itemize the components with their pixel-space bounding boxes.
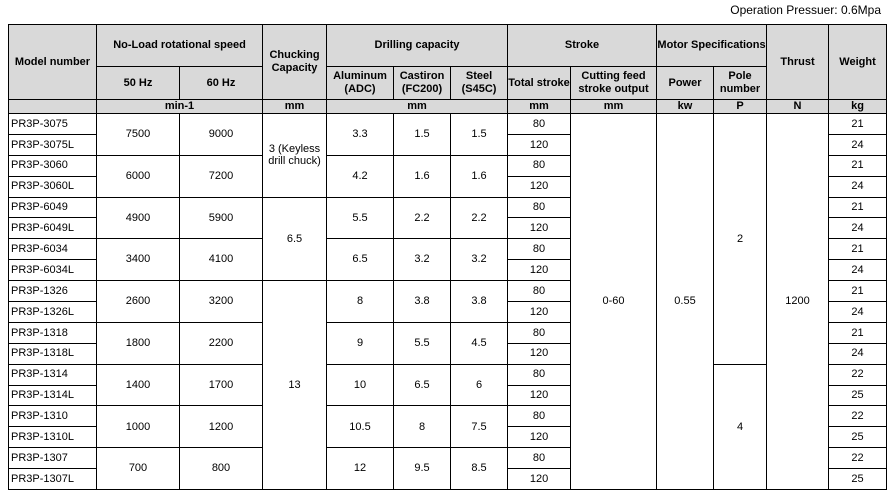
weight-cell: 21 [829,155,887,176]
table-row [9,364,887,385]
total-stroke-cell: 80 [508,364,571,385]
model-number-cell: PR3P-1310L [9,427,97,448]
weight-cell: 22 [829,448,887,469]
header-drilling-capacity: Drilling capacity [327,25,508,67]
operation-pressure-note: Operation Pressuer: 0.6Mpa [730,3,881,17]
speed-60hz-cell: 1700 [180,364,263,406]
unit-total-stroke: mm [508,100,571,114]
castiron-cell: 1.6 [394,155,451,197]
speed-50hz-cell: 3400 [97,239,180,281]
unit-speed: min-1 [97,100,263,114]
model-number-cell: PR3P-1318 [9,322,97,343]
model-number-cell: PR3P-1310 [9,406,97,427]
model-number-cell: PR3P-3060 [9,155,97,176]
total-stroke-cell: 80 [508,281,571,302]
model-number-cell: PR3P-6034 [9,239,97,260]
speed-50hz-cell: 6000 [97,155,180,197]
weight-cell: 21 [829,197,887,218]
steel-cell: 6 [451,364,508,406]
total-stroke-cell: 80 [508,322,571,343]
header-thrust: Thrust [767,25,829,100]
model-number-cell: PR3P-1326 [9,281,97,302]
steel-cell: 1.5 [451,114,508,156]
header-total-stroke: Total stroke [508,67,571,100]
speed-60hz-cell: 7200 [180,155,263,197]
castiron-cell: 1.5 [394,114,451,156]
model-number-cell: PR3P-3075L [9,134,97,155]
header-60hz: 60 Hz [180,67,263,100]
total-stroke-cell: 120 [508,302,571,323]
chucking-capacity-cell: 6.5 [263,197,327,281]
header-cutting-feed: Cutting feed stroke output [571,67,657,100]
unit-blank [9,100,97,114]
spec-table [8,24,887,490]
aluminum-cell: 6.5 [327,239,394,281]
weight-cell: 24 [829,260,887,281]
header-steel: Steel (S45C) [451,67,508,100]
speed-50hz-cell: 1000 [97,406,180,448]
weight-cell: 24 [829,176,887,197]
weight-cell: 24 [829,134,887,155]
model-number-cell: PR3P-3075 [9,114,97,135]
speed-50hz-cell: 2600 [97,281,180,323]
unit-weight: kg [829,100,887,114]
speed-60hz-cell: 2200 [180,322,263,364]
speed-60hz-cell: 9000 [180,114,263,156]
weight-cell: 25 [829,469,887,490]
total-stroke-cell: 80 [508,114,571,135]
weight-cell: 22 [829,364,887,385]
steel-cell: 4.5 [451,322,508,364]
unit-drilling: mm [327,100,508,114]
header-castiron: Castiron (FC200) [394,67,451,100]
aluminum-cell: 9 [327,322,394,364]
weight-cell: 24 [829,302,887,323]
unit-pole: P [714,100,767,114]
chucking-capacity-cell: 3 (Keyless drill chuck) [263,114,327,198]
unit-chucking: mm [263,100,327,114]
speed-60hz-cell: 4100 [180,239,263,281]
castiron-cell: 5.5 [394,322,451,364]
total-stroke-cell: 80 [508,155,571,176]
speed-60hz-cell: 5900 [180,197,263,239]
aluminum-cell: 4.2 [327,155,394,197]
total-stroke-cell: 80 [508,239,571,260]
weight-cell: 24 [829,218,887,239]
speed-50hz-cell: 1800 [97,322,180,364]
model-number-cell: PR3P-1318L [9,343,97,364]
weight-cell: 21 [829,322,887,343]
castiron-cell: 2.2 [394,197,451,239]
pole-number-cell: 4 [714,364,767,489]
aluminum-cell: 10 [327,364,394,406]
weight-cell: 21 [829,114,887,135]
header-weight: Weight [829,25,887,100]
aluminum-cell: 12 [327,448,394,490]
weight-cell: 22 [829,406,887,427]
pole-number-cell: 2 [714,114,767,365]
weight-cell: 25 [829,385,887,406]
castiron-cell: 3.8 [394,281,451,323]
total-stroke-cell: 120 [508,427,571,448]
speed-60hz-cell: 1200 [180,406,263,448]
model-number-cell: PR3P-3060L [9,176,97,197]
unit-power: kw [657,100,714,114]
model-number-cell: PR3P-6034L [9,260,97,281]
speed-50hz-cell: 7500 [97,114,180,156]
header-no-load-speed: No-Load rotational speed [97,25,263,67]
model-number-cell: PR3P-1314 [9,364,97,385]
header-aluminum: Aluminum (ADC) [327,67,394,100]
total-stroke-cell: 80 [508,406,571,427]
steel-cell: 8.5 [451,448,508,490]
spec-table-body [9,114,887,490]
unit-thrust: N [767,100,829,114]
steel-cell: 3.8 [451,281,508,323]
aluminum-cell: 5.5 [327,197,394,239]
weight-cell: 25 [829,427,887,448]
model-number-cell: PR3P-6049 [9,197,97,218]
total-stroke-cell: 120 [508,469,571,490]
model-number-cell: PR3P-6049L [9,218,97,239]
weight-cell: 21 [829,239,887,260]
chucking-capacity-cell: 13 [263,281,327,490]
speed-50hz-cell: 4900 [97,197,180,239]
aluminum-cell: 8 [327,281,394,323]
aluminum-cell: 10.5 [327,406,394,448]
weight-cell: 24 [829,343,887,364]
total-stroke-cell: 120 [508,176,571,197]
model-number-cell: PR3P-1314L [9,385,97,406]
weight-cell: 21 [829,281,887,302]
castiron-cell: 8 [394,406,451,448]
total-stroke-cell: 120 [508,385,571,406]
castiron-cell: 9.5 [394,448,451,490]
header-chucking-capacity: Chucking Capacity [263,25,327,100]
header-pole-number: Pole number [714,67,767,100]
total-stroke-cell: 80 [508,448,571,469]
model-number-cell: PR3P-1307 [9,448,97,469]
steel-cell: 1.6 [451,155,508,197]
unit-cutting-feed: mm [571,100,657,114]
total-stroke-cell: 80 [508,197,571,218]
header-50hz: 50 Hz [97,67,180,100]
model-number-cell: PR3P-1307L [9,469,97,490]
total-stroke-cell: 120 [508,260,571,281]
total-stroke-cell: 120 [508,343,571,364]
cutting-feed-cell: 0-60 [571,114,657,490]
speed-60hz-cell: 800 [180,448,263,490]
castiron-cell: 3.2 [394,239,451,281]
speed-50hz-cell: 1400 [97,364,180,406]
header-model-number: Model number [9,25,97,100]
steel-cell: 7.5 [451,406,508,448]
header-stroke: Stroke [508,25,657,67]
steel-cell: 2.2 [451,197,508,239]
table-row [9,114,887,135]
model-number-cell: PR3P-1326L [9,302,97,323]
total-stroke-cell: 120 [508,134,571,155]
steel-cell: 3.2 [451,239,508,281]
castiron-cell: 6.5 [394,364,451,406]
thrust-cell: 1200 [767,114,829,490]
speed-50hz-cell: 700 [97,448,180,490]
power-cell: 0.55 [657,114,714,490]
speed-60hz-cell: 3200 [180,281,263,323]
aluminum-cell: 3.3 [327,114,394,156]
total-stroke-cell: 120 [508,218,571,239]
header-power: Power [657,67,714,100]
header-motor-specifications: Motor Specifications [657,25,767,67]
